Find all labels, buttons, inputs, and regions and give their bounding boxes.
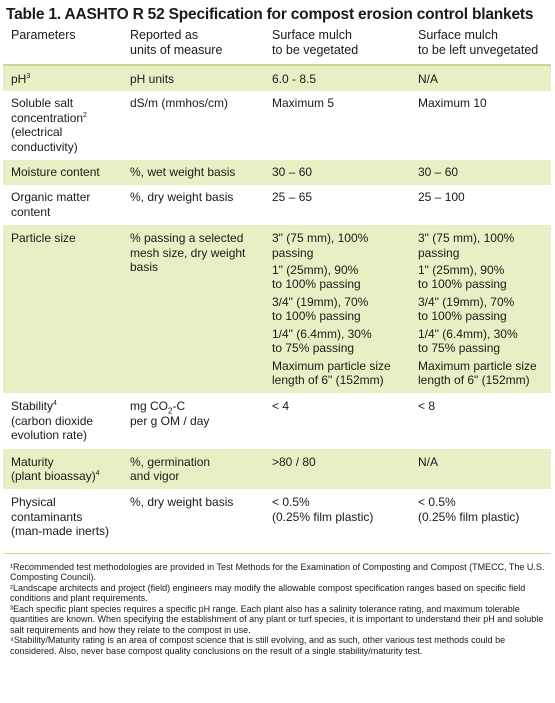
vegetated-cell: 30 – 60 xyxy=(268,160,414,185)
param-cell: Physical contaminants (man-made inerts) xyxy=(11,495,110,539)
table-title: Table 1. AASHTO R 52 Specification for compost erosion control blankets xyxy=(6,6,534,23)
vegetated-cell: < 4 xyxy=(272,399,290,414)
vegetated-cell xyxy=(268,225,414,393)
unit-cell: %, wet weight basis xyxy=(126,160,268,185)
particle-spec: 1/4" (6.4mm), 30% to 75% passing xyxy=(272,326,372,356)
unvegetated-cell: 25 – 100 xyxy=(418,190,465,205)
header-units: Reported as units of measure xyxy=(130,28,223,57)
particle-spec: 1" (25mm), 90% to 100% passing xyxy=(418,263,507,292)
table-row-particle-size xyxy=(3,225,551,393)
header-parameters: Parameters xyxy=(11,28,76,42)
param-cell: $pH^3$ xyxy=(3,65,126,91)
unit-cell: % passing a selected mesh size, dry weight basis xyxy=(126,225,268,393)
unit-cell: %, germination and vigor xyxy=(126,449,268,490)
header-unvegetated: Surface mulch to be left unvegetated xyxy=(418,28,539,57)
unvegetated-cell: < 8 xyxy=(418,399,436,414)
unvegetated-cell: N/A xyxy=(414,449,551,490)
footnote: ⁴Stability/Maturity rating is an area of compost science that is still evolving, and as such, other various test methods could be considered. Also, never base compost quality conclusions on the result of a single stability/maturity test. xyxy=(10,635,506,656)
vegetated-cell: < 0.5% (0.25% film plastic) xyxy=(272,495,374,524)
table-row-maturity xyxy=(3,449,551,490)
spec-table xyxy=(3,22,551,549)
unit-cell: pH units xyxy=(126,65,268,91)
table-row-moisture xyxy=(3,160,551,185)
table-row-ph xyxy=(3,65,551,91)
unit-cell: mg $CO_2-C$ per g OM / day xyxy=(130,399,210,428)
footnote: ³Each specific plant species requires a specific pH range. Each plant also has a salinity tolerance rating, and maximum tolerable quantities are known. When specifying the establishment of any plant or turf species, it is important to understand their pH and soluble salt requirements and how they relate to the compost in use. xyxy=(10,603,544,635)
particle-spec: 3/4" (19mm), 70% to 100% passing xyxy=(272,294,369,324)
particle-spec: 1/4" (6.4mm), 30% to 75% passing xyxy=(418,326,518,356)
vegetated-cell: Maximum 5 xyxy=(272,96,335,111)
unit-cell: %, dry weight basis xyxy=(130,190,234,205)
vegetated-cell: >80 / 80 xyxy=(268,449,414,490)
table-row-stability xyxy=(3,393,551,448)
footnotes xyxy=(4,553,551,657)
table-row-soluble-salt xyxy=(3,91,551,160)
unit-cell: %, dry weight basis xyxy=(130,495,234,510)
unvegetated-cell: Maximum 10 xyxy=(418,96,487,111)
particle-spec: 3/4" (19mm), 70% to 100% passing xyxy=(418,294,515,324)
particle-spec: 3" (75 mm), 100% passing xyxy=(272,231,369,260)
vegetated-cell: 25 – 65 xyxy=(272,190,313,205)
footnote: ¹Recommended test methodologies are provided in Test Methods for the Examination of Composting and Compost (TMECC, The U.S. Composting Council). xyxy=(10,561,545,583)
particle-spec: 3" (75 mm), 100% passing xyxy=(418,231,515,260)
footnote: ²Landscape architects and project (field) engineers may modify the allowable compost specification ranges based on specific field conditions and plant requirements. xyxy=(10,582,526,604)
param-cell: Maturity (plant bioassay)$^4$ xyxy=(3,449,126,490)
unit-cell: dS/m (mmhos/cm) xyxy=(130,96,229,111)
unvegetated-cell: N/A xyxy=(414,65,551,91)
vegetated-cell: 6.0 - 8.5 xyxy=(268,65,414,91)
param-cell: Stability$^4$ (carbon dioxide evolution rate) xyxy=(11,399,94,443)
particle-spec: Maximum particle size length of 6" (152mm) xyxy=(272,358,391,387)
param-cell: Organic matter content xyxy=(11,190,91,219)
particle-spec: Maximum particle size length of 6" (152mm) xyxy=(418,358,537,387)
unvegetated-cell xyxy=(414,225,551,393)
table-row-physical-contaminants xyxy=(3,489,551,548)
unvegetated-cell: 30 – 60 xyxy=(414,160,551,185)
table-row-organic-matter xyxy=(3,185,551,225)
param-cell: Moisture content xyxy=(3,160,126,185)
param-cell: Particle size xyxy=(3,225,126,393)
param-cell: Soluble salt concentration$^2$ (electrical conductivity) xyxy=(11,96,87,154)
particle-spec: 1" (25mm), 90% to 100% passing xyxy=(272,263,361,292)
unvegetated-cell: < 0.5% (0.25% film plastic) xyxy=(418,495,520,524)
header-vegetated: Surface mulch to be vegetated xyxy=(272,28,359,57)
header-row xyxy=(3,22,551,65)
